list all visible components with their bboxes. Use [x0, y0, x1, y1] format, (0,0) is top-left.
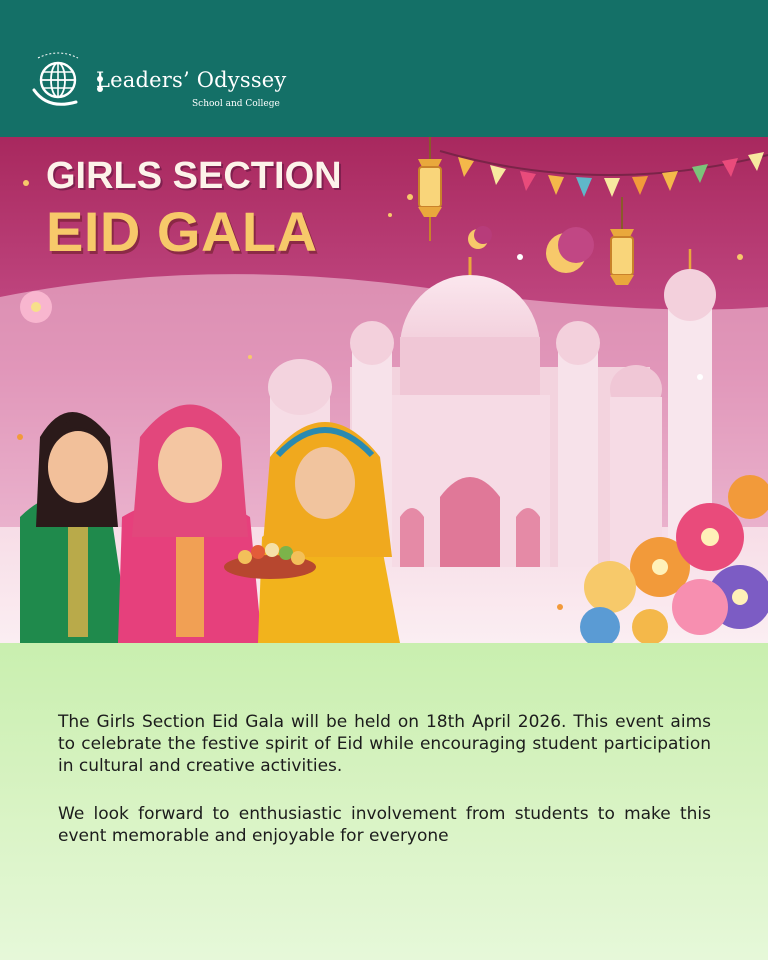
globe-logo-icon — [30, 50, 94, 114]
banner-title-line2: EID GALA — [46, 200, 318, 263]
banner-title-line1: GIRLS SECTION — [46, 155, 342, 197]
announcement-paragraph-2: We look forward to enthusiastic involvement from students to make this event memorable and enjoyable for everyone — [58, 804, 711, 846]
flower-icon — [20, 291, 52, 323]
brand-subtitle: School and College — [192, 99, 280, 109]
announcement-paragraph-1: The Girls Section Eid Gala will be held on 18th April 2026. This event aims to celebrate the festive spirit of Eid while encouraging student participation in cultural and creative activities. — [58, 712, 711, 776]
announcement-section — [0, 643, 768, 960]
header-bar — [0, 0, 768, 137]
brand-name: Leaders’ Odyssey — [96, 68, 287, 92]
school-logo[interactable] — [30, 50, 300, 114]
eid-gala-banner — [0, 137, 768, 643]
